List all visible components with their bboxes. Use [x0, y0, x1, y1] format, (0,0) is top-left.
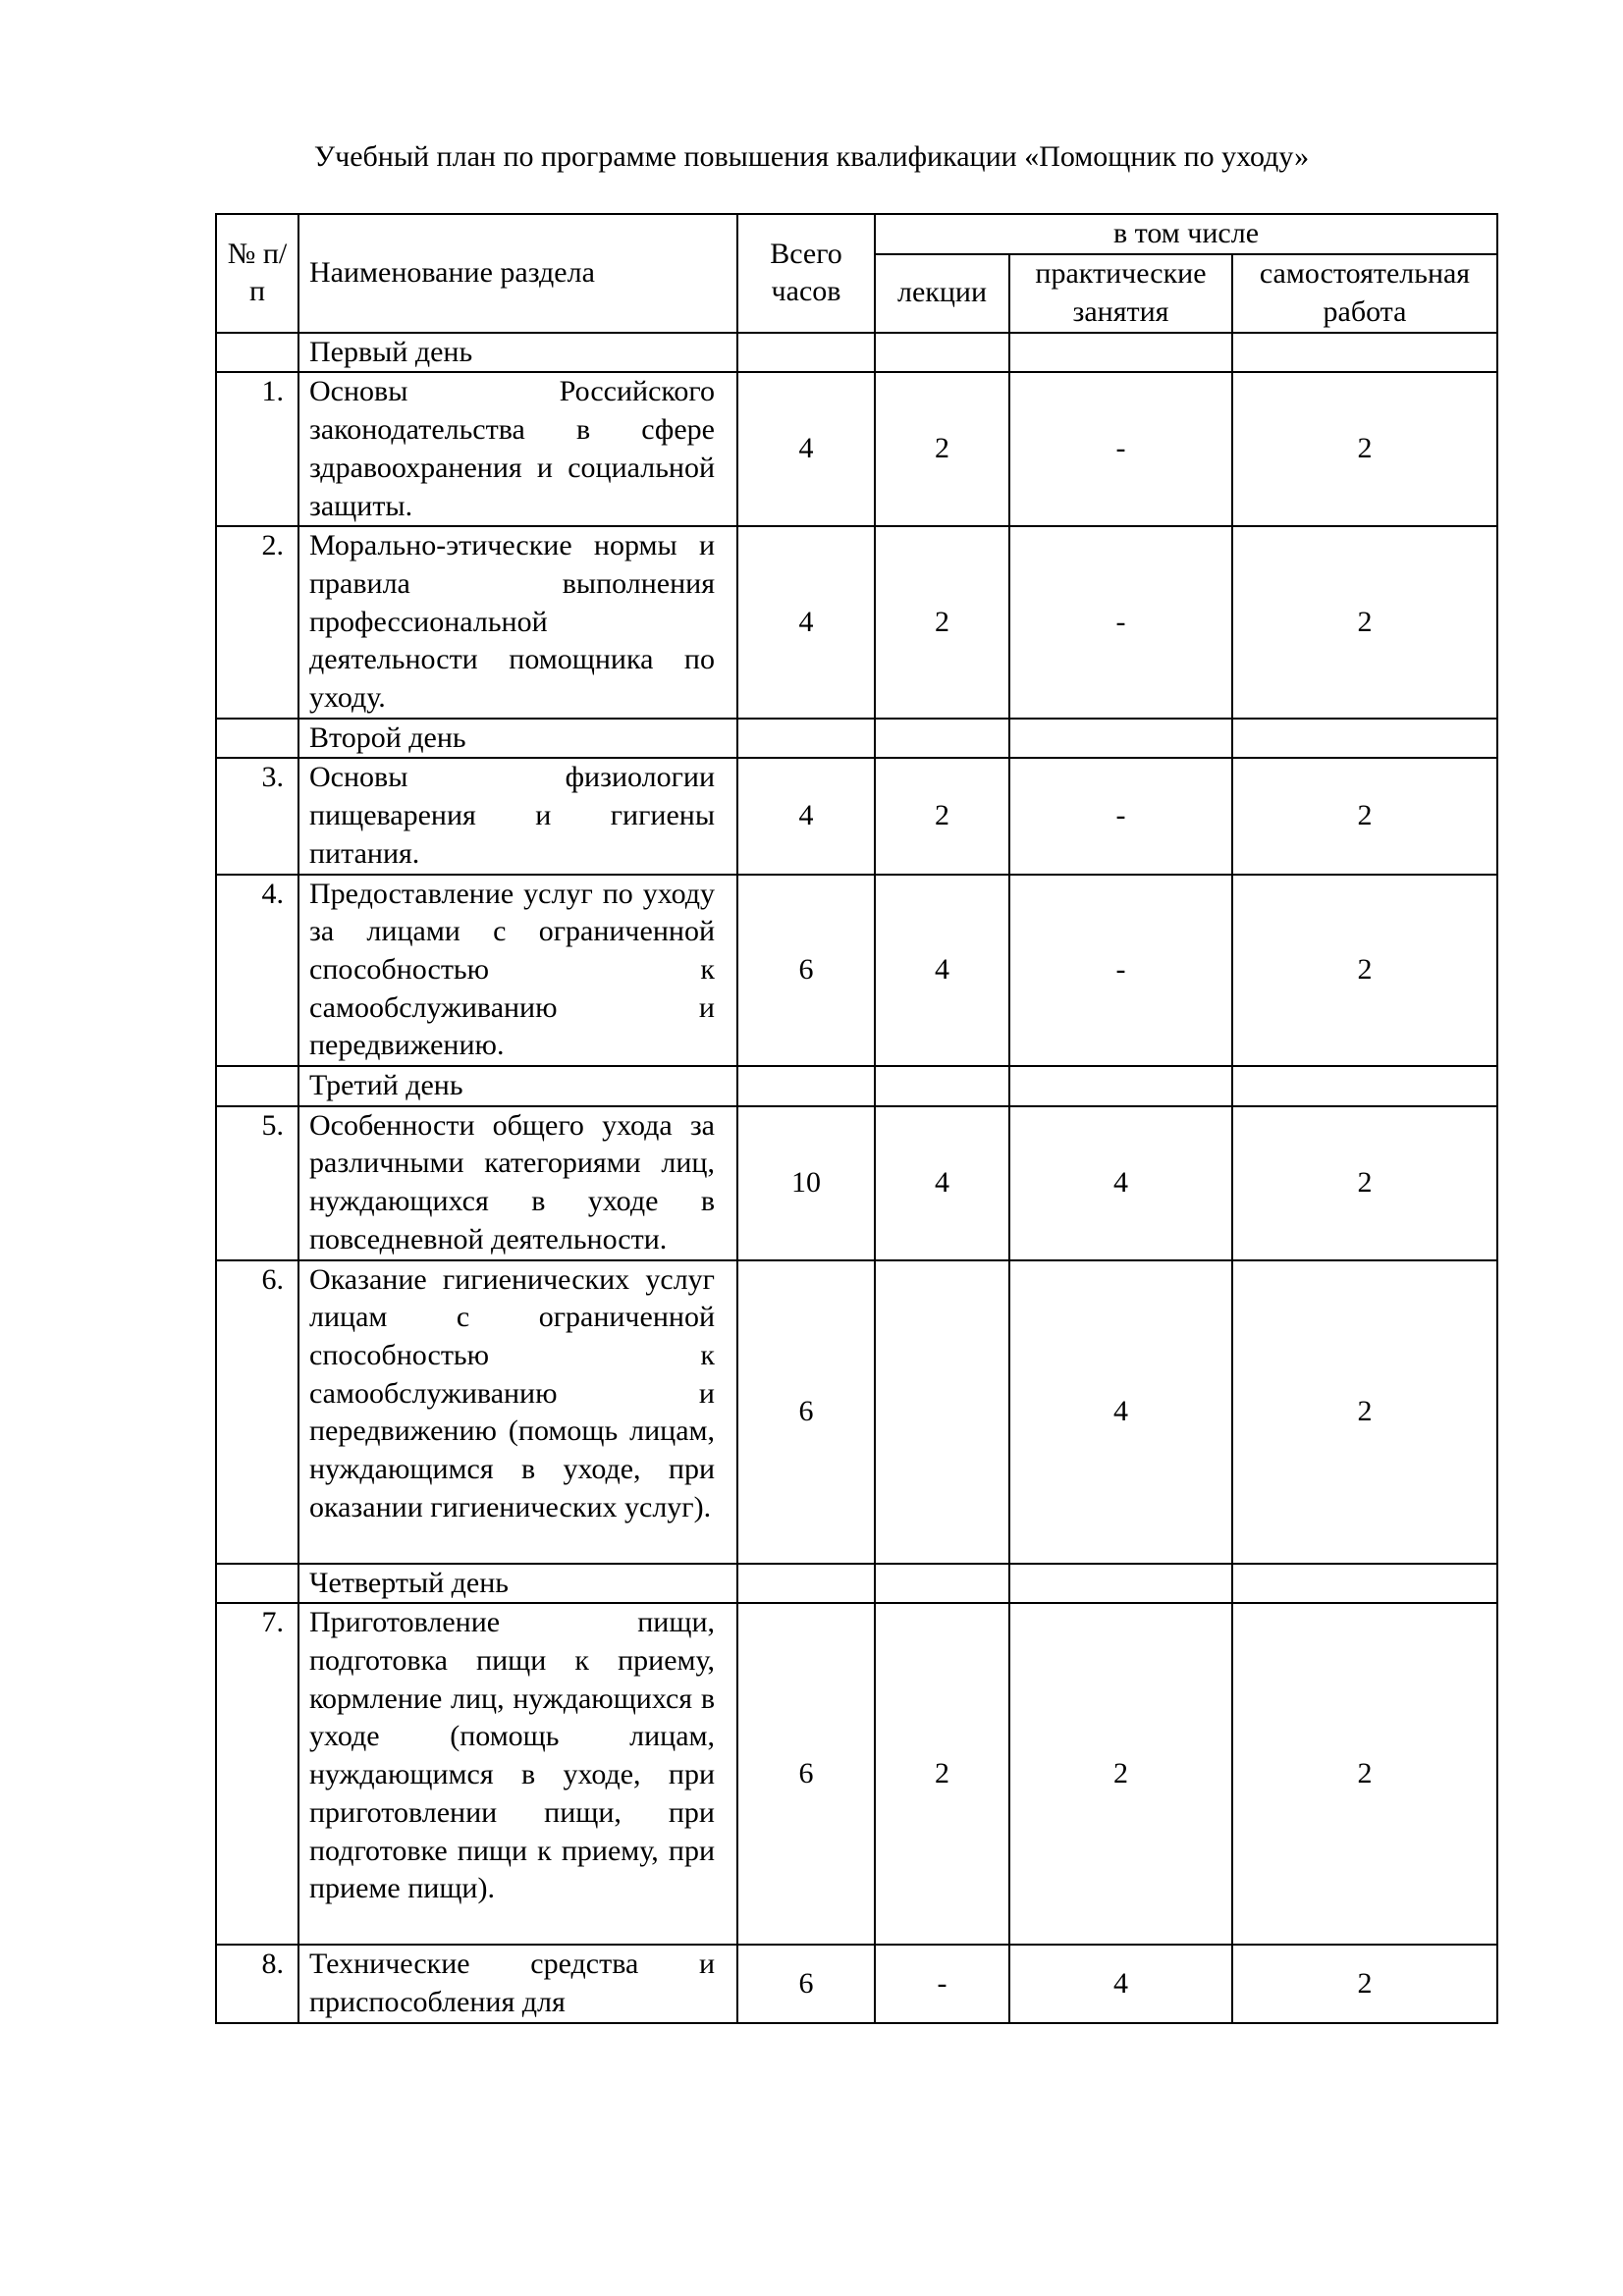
row-lectures: 2: [875, 758, 1009, 874]
row-total: 6: [737, 1945, 875, 2022]
row-independent: 2: [1232, 1603, 1497, 1945]
row-num: 6.: [216, 1260, 298, 1564]
row-independent: 2: [1232, 875, 1497, 1067]
table-row: [216, 875, 1497, 1067]
day-label: Четвертый день: [298, 1564, 737, 1604]
header-independent: самостоятельная работа: [1232, 254, 1497, 333]
page-title: Учебный план по программе повышения квалификации «Помощник по уходу»: [313, 140, 1310, 173]
row-name: Технические средства и приспособления для: [298, 1945, 737, 2022]
row-num: 5.: [216, 1106, 298, 1260]
header-name: Наименование раздела: [298, 214, 737, 333]
row-total: 10: [737, 1106, 875, 1260]
row-name: Особенности общего ухода за различными категориями лиц, нуждающихся в уходе в повседневной деятельности.: [298, 1106, 737, 1260]
day-row: [216, 333, 1497, 373]
row-practical: -: [1009, 758, 1232, 874]
row-num: 7.: [216, 1603, 298, 1945]
row-independent: 2: [1232, 1106, 1497, 1260]
day-label: Второй день: [298, 719, 737, 759]
row-independent: 2: [1232, 526, 1497, 719]
table-row: [216, 1603, 1497, 1945]
row-lectures: 4: [875, 875, 1009, 1067]
row-total: 6: [737, 875, 875, 1067]
row-name: Основы физиологии пищеварения и гигиены питания.: [298, 758, 737, 874]
row-name: Оказание гигиенических услуг лицам с ограниченной способностью к самообслуживанию и передвижению (помощь лицам, нуждающимся в уходе, при оказании гигиенических услуг).: [298, 1260, 737, 1564]
table-row: [216, 1260, 1497, 1564]
row-practical: 2: [1009, 1603, 1232, 1945]
row-lectures: 2: [875, 372, 1009, 526]
table-row: [216, 758, 1497, 874]
row-practical: 4: [1009, 1945, 1232, 2022]
row-practical: 4: [1009, 1106, 1232, 1260]
row-num: 2.: [216, 526, 298, 719]
row-total: 4: [737, 758, 875, 874]
row-name: Предоставление услуг по уходу за лицами с ограниченной способностью к самообслуживанию и передвижению.: [298, 875, 737, 1067]
row-lectures: -: [875, 1945, 1009, 2022]
row-independent: 2: [1232, 372, 1497, 526]
row-total: 6: [737, 1603, 875, 1945]
header-lectures: лекции: [875, 254, 1009, 333]
header-total: Всего часов: [737, 214, 875, 333]
row-independent: 2: [1232, 1260, 1497, 1564]
row-total: 6: [737, 1260, 875, 1564]
day-row: [216, 1564, 1497, 1604]
header-row-1: [216, 214, 1497, 254]
row-name: Морально-этические нормы и правила выполнения профессиональной деятельности помощника по уходу.: [298, 526, 737, 719]
row-total: 4: [737, 372, 875, 526]
day-label: Третий день: [298, 1066, 737, 1106]
table-row: [216, 372, 1497, 526]
row-num: 8.: [216, 1945, 298, 2022]
row-lectures: 2: [875, 526, 1009, 719]
row-lectures: [875, 1260, 1009, 1564]
header-num: № п/п: [216, 214, 298, 333]
row-practical: -: [1009, 875, 1232, 1067]
row-independent: 2: [1232, 1945, 1497, 2022]
row-practical: -: [1009, 526, 1232, 719]
row-practical: -: [1009, 372, 1232, 526]
row-num: 1.: [216, 372, 298, 526]
row-independent: 2: [1232, 758, 1497, 874]
day-row: [216, 1066, 1497, 1106]
header-practical: практические занятия: [1009, 254, 1232, 333]
row-num: 4.: [216, 875, 298, 1067]
row-name: Основы Российского законодательства в сфере здравоохранения и социальной защиты.: [298, 372, 737, 526]
row-name: Приготовление пищи, подготовка пищи к приему, кормление лиц, нуждающихся в уходе (помощь лицам, нуждающимся в уходе, при приготовлении пищи, при подготовке пищи к приему, при приеме пищи).: [298, 1603, 737, 1945]
row-num: 3.: [216, 758, 298, 874]
header-including: в том числе: [875, 214, 1497, 254]
row-lectures: 2: [875, 1603, 1009, 1945]
row-practical: 4: [1009, 1260, 1232, 1564]
table-row: [216, 1945, 1497, 2022]
curriculum-table: [215, 213, 1498, 2024]
day-label: Первый день: [298, 333, 737, 373]
row-total: 4: [737, 526, 875, 719]
table-row: [216, 526, 1497, 719]
day-row: [216, 719, 1497, 759]
row-lectures: 4: [875, 1106, 1009, 1260]
table-row: [216, 1106, 1497, 1260]
